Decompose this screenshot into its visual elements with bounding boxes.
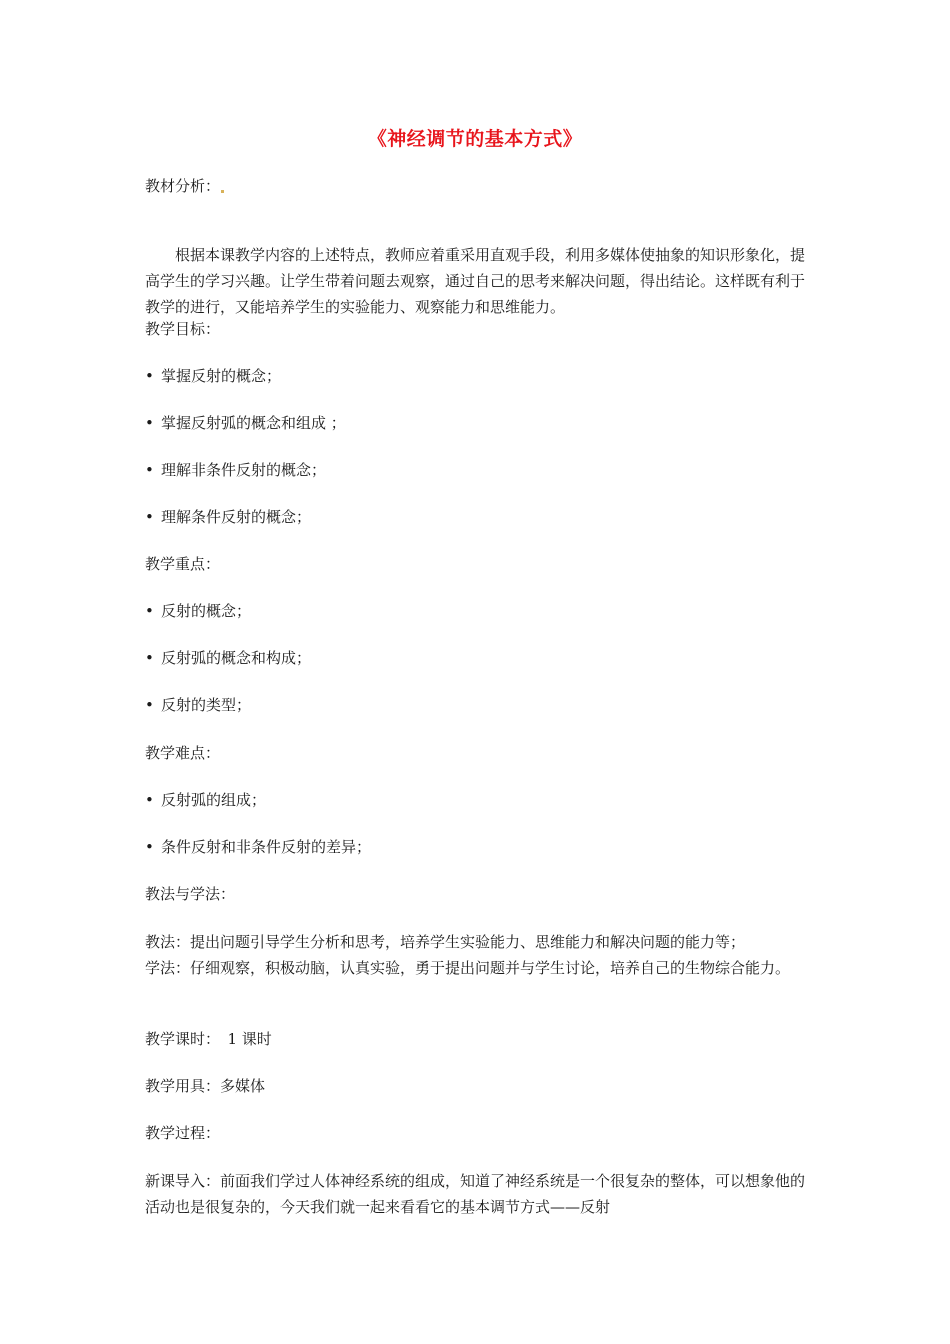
bullet-icon: • [145, 696, 154, 714]
stray-mark [221, 190, 224, 193]
key-point-item: • 反射的类型； [145, 692, 251, 718]
bullet-icon: • [145, 414, 154, 432]
key-point-item: • 反射的概念； [145, 598, 251, 624]
goal-item: • 掌握反射的概念； [145, 363, 281, 389]
key-point-item: • 反射弧的概念和构成； [145, 645, 311, 671]
bullet-icon: • [145, 602, 154, 620]
key-points-heading: 教学重点： [145, 555, 221, 573]
goals-heading: 教学目标： [145, 320, 221, 338]
bullet-icon: • [145, 838, 154, 856]
learning-method: 学法：仔细观察，积极动脑，认真实验，勇于提出问题并与学生讨论，培养自己的生物综合能力。 [145, 959, 791, 977]
document-title: 《神经调节的基本方式》 [367, 128, 583, 150]
teaching-method: 教法：提出问题引导学生分析和思考，培养学生实验能力、思维能力和解决问题的能力等； [145, 933, 746, 951]
difficulty-item: • 反射弧的组成； [145, 787, 266, 813]
goal-item: • 理解条件反射的概念； [145, 504, 311, 530]
bullet-icon: • [145, 791, 154, 809]
class-hours: 教学课时： 1 课时 [145, 1030, 272, 1048]
teaching-tools: 教学用具：多媒体 [145, 1077, 266, 1095]
process-intro: 新课导入：前面我们学过人体神经系统的组成，知道了神经系统是一个很复杂的整体，可以想象他的活动也是很复杂的，今天我们就一起来看看它的基本调节方式——反射 [145, 1172, 806, 1216]
methods-heading: 教法与学法： [145, 885, 236, 903]
process-heading: 教学过程： [145, 1124, 221, 1142]
goal-item: • 掌握反射弧的概念和组成 ； [145, 410, 346, 436]
analysis-body: 根据本课教学内容的上述特点，教师应着重采用直观手段，利用多媒体使抽象的知识形象化，提高学生的学习兴趣。让学生带着问题去观察，通过自己的思考来解决问题，得出结论。这样既有利于教学的进行，又能培养学生的实验能力、观察能力和思维能力。 [145, 246, 806, 316]
difficulty-item: • 条件反射和非条件反射的差异； [145, 834, 371, 860]
analysis-heading: 教材分析： [145, 173, 225, 199]
goal-item: • 理解非条件反射的概念； [145, 457, 326, 483]
difficulties-heading: 教学难点： [145, 744, 221, 762]
bullet-icon: • [145, 649, 154, 667]
bullet-icon: • [145, 461, 154, 479]
bullet-icon: • [145, 367, 154, 385]
bullet-icon: • [145, 508, 154, 526]
